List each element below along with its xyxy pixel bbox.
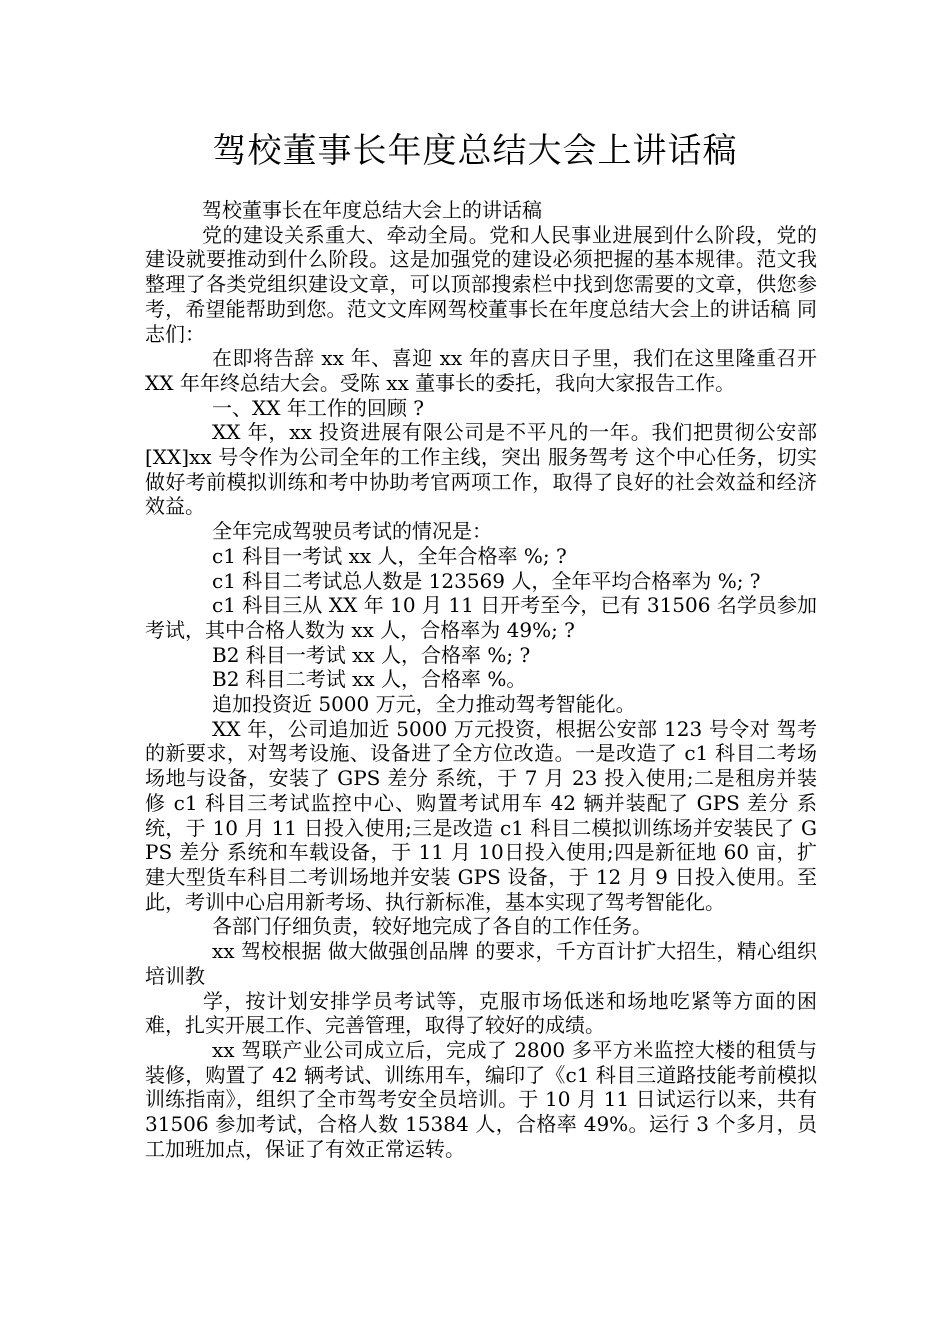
- paragraph-review: XX 年，xx 投资进展有限公司是不平凡的一年。我们把贯彻公安部[XX]xx 号令作为公司全年的工作主线，突出 服务驾考 这个中心任务，切实做好考前模拟训练和考中协助考官两项工作，取得了良好的社会效益和经济效益。: [145, 420, 817, 519]
- list-item-c1-subject1: c1 科目一考试 xx 人，全年合格率 %; ?: [212, 543, 567, 568]
- paragraph-investment: XX 年，公司追加近 5000 万元投资，根据公安部 123 号令对 驾考 的新要求，对驾考设施、设备进了全方位改造。一是改造了 c1 科目二考场场地与设备，安装了 GPS 差分 系统，于 7 月 23 投入使用;二是租房并装修 c1 科目三考试监控中心、购置考试用车 42 辆并装配了 GPS 差分 系统，于 10 月 11 日投入使用;三是改造 c1 科目二模拟训练场并安装民了 GPS 差分 系统和车载设备，于 11 月 10日投入使用;四是新征地 60 亩，扩建大型货车科目二考训场地并安装 GPS 设备，于 12 月 9 日投入使用。至此，考训中心启用新考场、执行新标准，基本实现了驾考智能化。: [145, 716, 817, 914]
- list-item-b2-subject1: B2 科目一考试 xx 人，合格率 %; ?: [212, 642, 531, 667]
- document-body: [145, 198, 817, 1161]
- paragraph-industry-company: xx 驾联产业公司成立后，完成了 2800 多平方米监控大楼的租赁与装修，购置了 42 辆考试、训练用车，编印了《c1 科目三道路技能考前模拟训练指南》，组织了全市驾考安全员培训。于 10 月 11 日试运行以来，共有 31506 参加考试，合格人数 15384 人，合格率 49%。运行 3 个多月，员工加班加点，保证了有效正常运转。: [145, 1037, 817, 1161]
- paragraph-exam-summary: 全年完成驾驶员考试的情况是：: [212, 519, 492, 544]
- paragraph-subtitle: 驾校董事长在年度总结大会上的讲话稿: [202, 198, 542, 222]
- list-item-b2-subject2: B2 科目二考试 xx 人，合格率 %。: [212, 667, 527, 692]
- paragraph-departments: 各部门仔细负责，较好地完成了各自的工作任务。: [212, 914, 652, 939]
- list-item-c1-subject3: c1 科目三从 XX 年 10 月 11 日开考至今，已有 31506 名学员参加考试，其中合格人数为 xx 人，合格率为 49%; ?: [145, 593, 817, 642]
- list-item-c1-subject2: c1 科目二考试总人数是 123569 人，全年平均合格率为 %; ?: [212, 568, 761, 593]
- paragraph-school-continued: 学，按计划安排学员考试等，克服市场低迷和场地吃紧等方面的困难，扎实开展工作、完善管理，取得了较好的成绩。: [145, 988, 817, 1038]
- paragraph-intro: 党的建设关系重大、牵动全局。党和人民事业进展到什么阶段，党的建设就要推动到什么阶段。这是加强党的建设必须把握的基本规律。范文我整理了各类党组织建设文章，可以顶部搜索栏中找到您需要的文章，供您参考，希望能帮助到您。范文文库网驾校董事长在年度总结大会上的讲话稿 同志们：: [145, 222, 817, 346]
- paragraph-investment-heading: 追加投资近 5000 万元，全力推动驾考智能化。: [212, 692, 636, 717]
- section-heading-review: 一、XX 年工作的回顾 ?: [212, 395, 424, 420]
- paragraph-school: xx 驾校根据 做大做强创品牌 的要求，千方百计扩大招生，精心组织培训教: [145, 939, 817, 988]
- document-title: 驾校董事长年度总结大会上讲话稿: [212, 131, 738, 171]
- paragraph-greeting: 在即将告辞 xx 年、喜迎 xx 年的喜庆日子里，我们在这里隆重召开 XX 年年终总结大会。受陈 xx 董事长的委托，我向大家报告工作。: [145, 346, 817, 395]
